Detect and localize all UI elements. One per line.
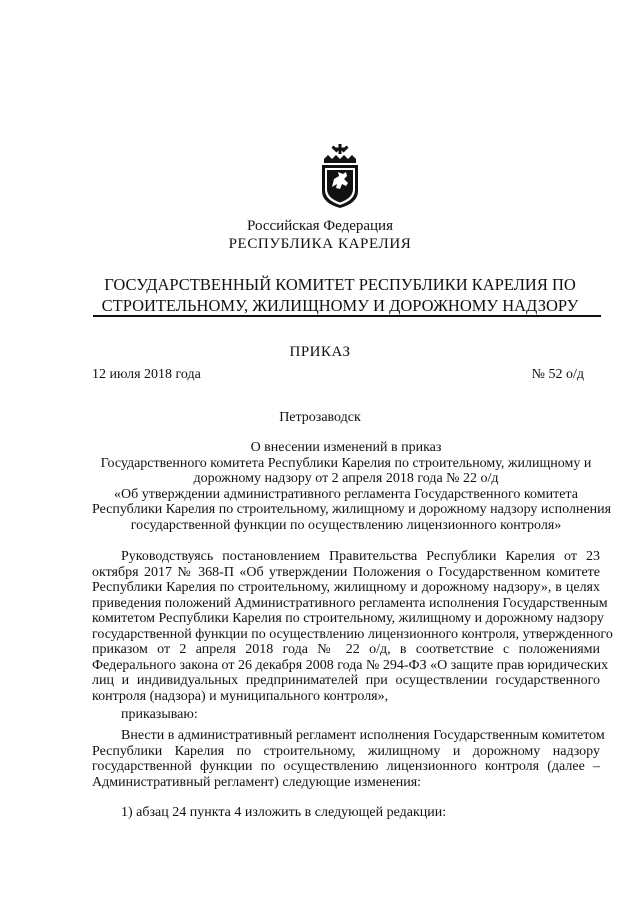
paragraph-line: приказом от 2 апреля 2018 года № 22 о/д, в соответствие с положениями — [92, 642, 600, 657]
document-type: ПРИКАЗ — [289, 344, 351, 360]
amendment-paragraph — [92, 728, 605, 790]
subject-line: «Об утверждении административного регламента Государственного комитета — [114, 486, 578, 502]
paragraph-line: контроля (надзора) и муниципального контроля», — [92, 688, 389, 704]
subject-line: государственной функции по осуществлению лицензионного контроля» — [130, 517, 562, 533]
subject-line: дорожному надзору от 2 апреля 2018 года № 22 о/д — [193, 471, 499, 486]
paragraph-line: Республики Карелия по строительному, жилищному и дорожному надзору — [92, 743, 600, 759]
paragraph-line: приведения положений Административного регламента исполнения Государственным — [92, 595, 608, 611]
country-name: Российская Федерация — [247, 218, 393, 234]
paragraph-line: государственной функции по осуществлению лицензионного контроля (далее – — [92, 759, 600, 774]
paragraph-line: комитетом Республики Карелия по строительному, жилищному и дорожному надзору — [92, 611, 604, 626]
order-word — [92, 707, 600, 723]
preamble-paragraph — [92, 549, 613, 704]
paragraph-line: Руководствуясь постановлением Правительства Республики Карелия от 23 — [121, 549, 600, 564]
paragraph-line: Внести в административный регламент исполнения Государственным комитетом — [121, 728, 605, 743]
committee-line: СТРОИТЕЛЬНОМУ, ЖИЛИЩНОМУ И ДОРОЖНОМУ НАДЗОРУ — [101, 296, 579, 315]
amendment-item — [92, 805, 600, 821]
committee-line: ГОСУДАРСТВЕННЫЙ КОМИТЕТ РЕСПУБЛИКИ КАРЕЛИЯ ПО — [104, 275, 576, 294]
committee-name — [80, 274, 600, 316]
document-date: 12 июля 2018 года — [92, 367, 201, 382]
document-subject — [92, 440, 612, 533]
subject-line: О внесении изменений в приказ — [250, 440, 442, 455]
subject-line: Республики Карелия по строительному, жилищному и дорожному надзору исполнения — [92, 502, 612, 517]
paragraph-line: лиц и индивидуальных предпринимателей при осуществлении государственного — [92, 673, 600, 688]
paragraph-line: Федерального закона от 26 декабря 2008 года № 294-ФЗ «О защите прав юридических — [92, 657, 609, 673]
coat-of-arms-icon — [318, 143, 362, 209]
order-word-text: приказываю: — [121, 707, 198, 722]
paragraph-line: октября 2017 № 368-П «Об утверждении Положения о Государственном комитете — [92, 564, 600, 580]
document-number: № 52 о/д — [531, 367, 584, 382]
paragraph-line: Административный регламент) следующие изменения: — [92, 774, 422, 790]
header-divider — [93, 315, 601, 317]
document-city: Петрозаводск — [279, 410, 361, 425]
subject-line: Государственного комитета Республики Карелия по строительному, жилищному и — [100, 455, 592, 471]
region-name: РЕСПУБЛИКА КАРЕЛИЯ — [228, 236, 412, 252]
paragraph-line: государственной функции по осуществлению лицензионного контроля, утвержденного — [92, 626, 613, 642]
paragraph-line: Республики Карелия по строительному, жилищному и дорожному надзору», в целях — [92, 580, 600, 595]
item-line: 1) абзац 24 пункта 4 изложить в следующей редакции: — [121, 805, 447, 820]
